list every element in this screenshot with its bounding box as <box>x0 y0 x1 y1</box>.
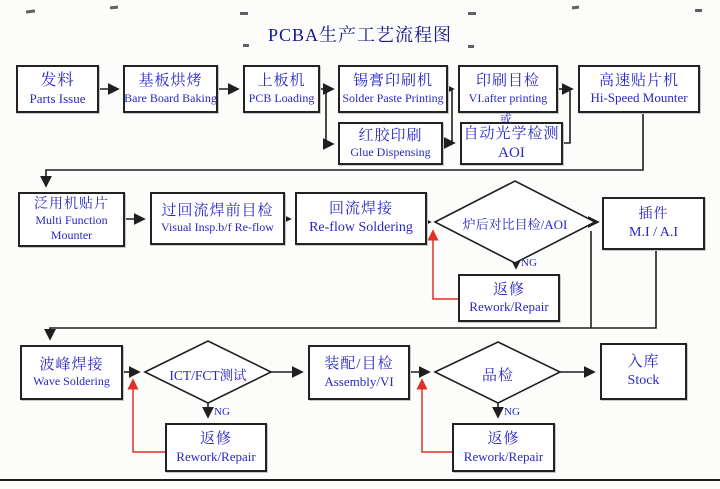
decision-ict-fct-test-label: ICT/FCT测试 <box>169 368 247 383</box>
node-hi-speed-mounter-zh: 高速贴片机 <box>598 72 679 89</box>
scan-artifact-mark <box>468 45 474 48</box>
node-multi-function-mounter-en1: Multi Function <box>35 213 108 228</box>
node-rework-reflow <box>458 274 560 322</box>
node-visual-inspection-zh: 过回流焊前目检 <box>161 202 274 219</box>
node-stock-zh: 入库 <box>627 354 660 371</box>
rework-return-connectors <box>133 231 458 452</box>
node-stock <box>600 343 687 400</box>
node-rework-qc <box>452 423 555 472</box>
node-solder-paste-printing-zh: 锡膏印刷机 <box>352 73 433 90</box>
or-label: 或 <box>500 112 513 126</box>
node-vi-after-printing-zh: 印刷目检 <box>475 73 540 90</box>
node-vi-after-printing-en: VI.after printing <box>468 90 548 105</box>
node-pcb-loading-en: PCB Loading <box>248 90 315 105</box>
node-multi-function-mounter <box>18 192 125 247</box>
node-parts-issue-zh: 发料 <box>40 71 75 89</box>
node-visual-inspection-en: Visual Insp.b/f Re-flow <box>161 220 274 235</box>
node-rework-ict <box>165 423 267 472</box>
ng-label-ict: NG <box>214 406 230 418</box>
node-multi-function-mounter-en2: Mounter <box>50 228 93 243</box>
node-wave-soldering-en: Wave Soldering <box>33 374 110 389</box>
node-parts-issue-en: Parts Issue <box>29 90 86 106</box>
node-rework-reflow-zh: 返修 <box>492 281 525 298</box>
node-solder-paste-printing <box>338 65 448 113</box>
node-rework-qc-zh: 返修 <box>487 431 520 447</box>
node-solder-paste-printing-en: Solder Paste Printing <box>342 90 444 105</box>
node-visual-inspection <box>150 192 285 245</box>
node-aoi-en: AOI <box>498 144 525 161</box>
node-stock-en: Stock <box>627 373 660 389</box>
node-reflow-soldering-en: Re-flow Soldering <box>309 220 413 236</box>
node-glue-dispensing <box>338 122 443 165</box>
node-rework-qc-en: Rework/Repair <box>463 448 544 464</box>
ng-label-post-reflow: NG <box>521 257 537 269</box>
node-wave-soldering <box>20 345 123 400</box>
node-bare-board-baking <box>123 65 218 113</box>
bottom-border-line <box>0 479 720 481</box>
node-hi-speed-mounter <box>578 65 700 113</box>
node-pcb-loading-zh: 上板机 <box>257 73 306 90</box>
node-glue-dispensing-zh: 红胶印刷 <box>358 127 423 144</box>
node-rework-ict-zh: 返修 <box>199 431 232 447</box>
node-mi-ai-zh: 插件 <box>638 207 669 222</box>
node-reflow-soldering <box>295 192 427 245</box>
scan-artifact-mark <box>243 44 249 47</box>
node-bare-board-baking-en: Bare Board Baking <box>124 90 217 105</box>
node-wave-soldering-zh: 波峰焊接 <box>39 356 104 373</box>
node-reflow-soldering-zh: 回流焊接 <box>328 201 393 218</box>
page-title: PCBA生产工艺流程图 <box>267 25 453 45</box>
scan-artifact-mark <box>240 12 248 15</box>
decision-post-reflow-aoi-label: 炉后对比目检/AOI <box>462 217 568 232</box>
node-assembly-vi <box>308 345 410 400</box>
scan-artifact-mark <box>468 12 476 15</box>
node-rework-reflow-en: Rework/Repair <box>469 299 549 315</box>
node-mi-ai <box>602 197 705 250</box>
node-aoi <box>460 122 563 165</box>
ng-label-qc: NG <box>504 406 520 418</box>
node-multi-function-mounter-zh: 泛用机贴片 <box>34 196 109 212</box>
node-bare-board-baking-zh: 基板烘烤 <box>138 73 203 90</box>
decision-quality-check-label: 品检 <box>481 368 514 384</box>
node-assembly-vi-en: Assembly/VI <box>324 373 394 389</box>
node-assembly-vi-zh: 装配/目检 <box>324 356 394 372</box>
node-pcb-loading <box>243 65 320 113</box>
scan-artifact-mark <box>695 9 702 12</box>
node-parts-issue <box>16 65 99 113</box>
node-vi-after-printing <box>458 65 558 113</box>
node-glue-dispensing-en: Glue Dispensing <box>350 145 431 160</box>
node-hi-speed-mounter-en: Hi-Speed Mounter <box>590 90 688 106</box>
node-mi-ai-en: M.I / A.I <box>629 224 678 240</box>
node-rework-ict-en: Rework/Repair <box>176 448 256 464</box>
node-aoi-zh: 自动光学检测 <box>463 125 560 142</box>
